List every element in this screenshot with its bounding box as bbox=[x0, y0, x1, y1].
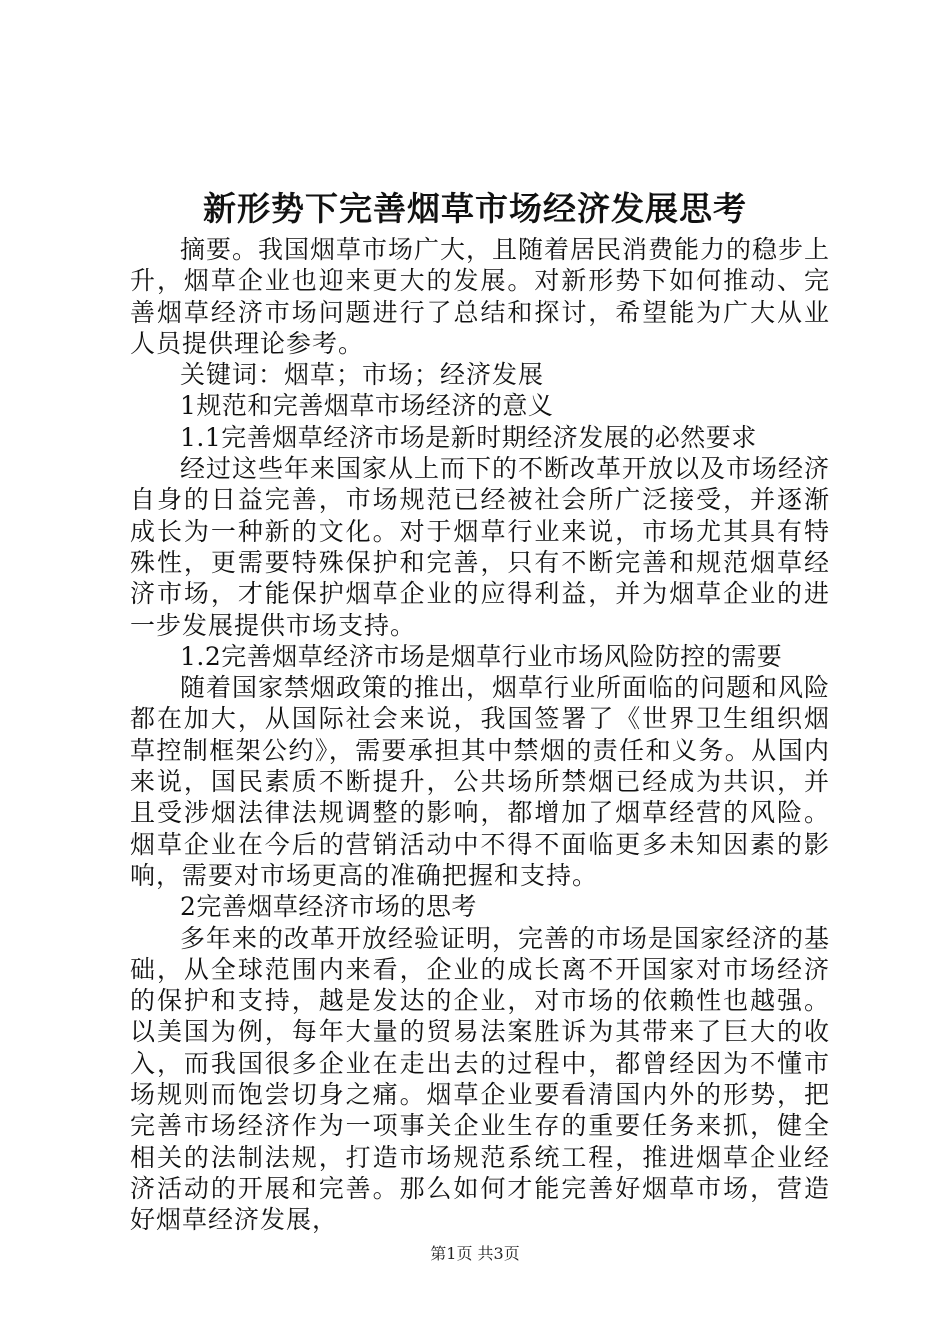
body-paragraph: 多年来的改革开放经验证明，完善的市场是国家经济的基础，从全球范围内来看，企业的成长离不开国家对市场经济的保护和支持，越是发达的企业，对市场的依赖性也越强。以美国为例，每年大量的贸易法案胜诉为其带来了巨大的收入，而我国很多企业在走出去的过程中，都曾经因为不懂市场规则而饱尝切身之痛。烟草企业要看清国内外的形势，把完善市场经济作为一项事关企业生存的重要任务来抓，健全相关的法制法规，打造市场规范系统工程，推进烟草企业经济活动的开展和完善。那么如何才能完善好烟草市场，营造好烟草经济发展， bbox=[130, 923, 831, 1235]
document-body bbox=[130, 234, 830, 1236]
body-paragraph: 经过这些年来国家从上而下的不断改革开放以及市场经济自身的日益完善，市场规范已经被社会所广泛接受，并逐渐成长为一种新的文化。对于烟草行业来说，市场尤其具有特殊性，更需要特殊保护和完善，只有不断完善和规范烟草经济市场，才能保护烟草企业的应得利益，并为烟草企业的进一步发展提供市场支持。 bbox=[130, 454, 831, 640]
page-number-footer: 第1页 共3页 bbox=[430, 1244, 520, 1263]
abstract-paragraph: 摘要。我国烟草市场广大，且随着居民消费能力的稳步上升，烟草企业也迎来更大的发展。对新形势下如何推动、完善烟草经济市场问题进行了总结和探讨，希望能为广大从业人员提供理论参考。 bbox=[130, 235, 831, 358]
subsection-heading-1-1: 1.1完善烟草经济市场是新时期经济发展的必然要求 bbox=[180, 422, 757, 452]
document-title: 新形势下完善烟草市场经济发展思考 bbox=[203, 189, 747, 228]
body-paragraph: 随着国家禁烟政策的推出，烟草行业所面临的问题和风险都在加大，从国际社会来说，我国签署了《世界卫生组织烟草控制框架公约》，需要承担其中禁烟的责任和义务。从国内来说，国民素质不断提升，公共场所禁烟已经成为共识，并且受涉烟法律法规调整的影响，都增加了烟草经营的风险。烟草企业在今后的营销活动中不得不面临更多未知因素的影响，需要对市场更高的准确把握和支持。 bbox=[130, 673, 831, 890]
section-heading-1: 1规范和完善烟草市场经济的意义 bbox=[180, 391, 554, 421]
keywords-line: 关键词：烟草；市场；经济发展 bbox=[180, 360, 545, 390]
section-heading-2: 2完善烟草经济市场的思考 bbox=[180, 892, 477, 922]
subsection-heading-1-2: 1.2完善烟草经济市场是烟草行业市场风险防控的需要 bbox=[180, 641, 783, 671]
